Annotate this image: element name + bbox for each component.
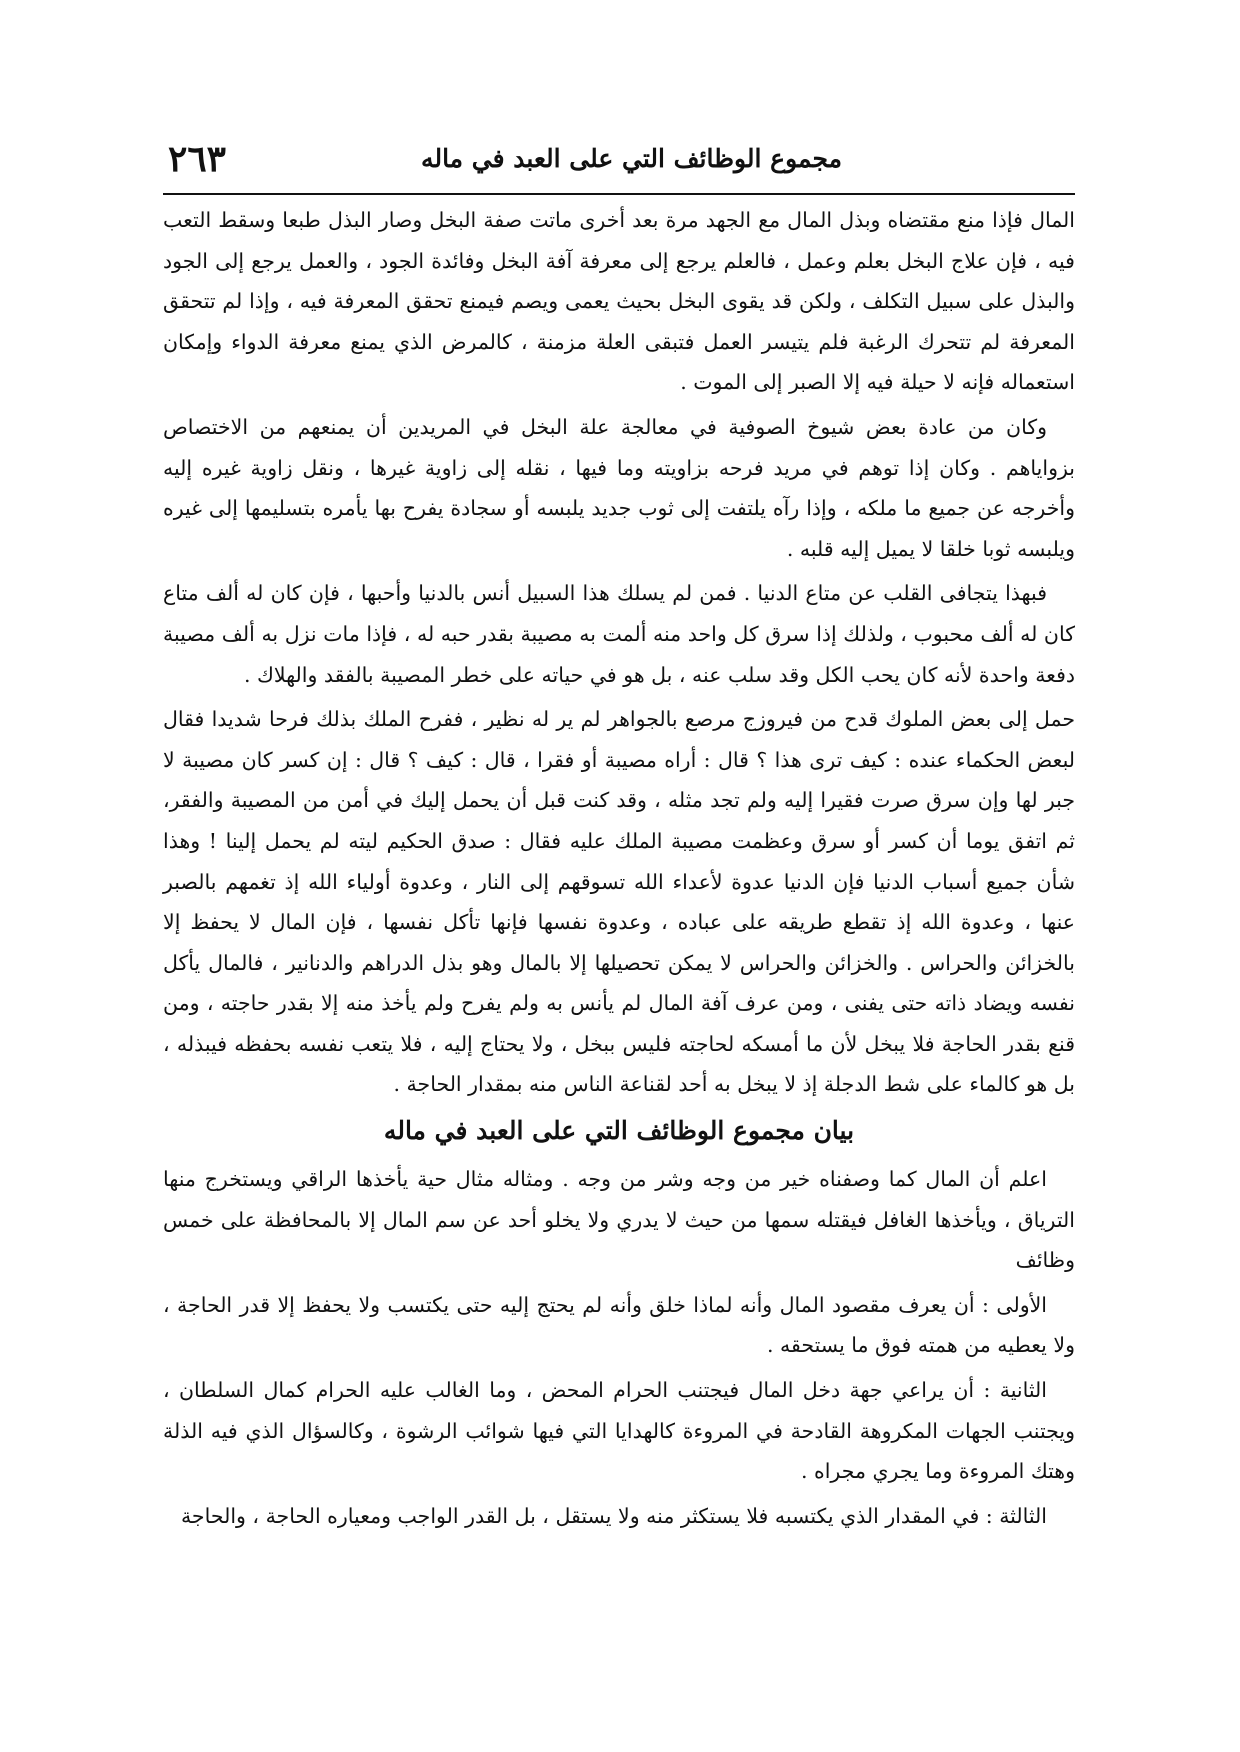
section-heading: بيان مجموع الوظائف التي على العبد في ماله	[383, 1116, 855, 1146]
section-paragraph-2: الأولى : أن يعرف مقصود المال وأنه لماذا خلق وأنه لم يحتج إليه حتى يكتسب ولا يحفظ إلا قدر الحاجة ، ولا يعطيه من همته فوق ما يستحقه .	[163, 1292, 1075, 1358]
body-text	[163, 200, 1075, 1540]
paragraph-2: وكان من عادة بعض شيوخ الصوفية في معالجة علة البخل في المريدين أن يمنعهم من الاختصاص بزواياهم . وكان إذا توهم في مريد فرحه بزاويته وما فيها ، نقله إلى زاوية غيرها ، ونقل زاوية غيره إليه وأخرجه عن جميع ما ملكه ، وإذا رآه يلتفت إلى ثوب جديد يلبسه أو سجادة يفرح بها يأمره بتسليمها إلى غيره ويلبسه ثوبا خلقا لا يميل إليه قلبه .	[163, 414, 1075, 561]
section-paragraph-3: الثانية : أن يراعي جهة دخل المال فيجتنب الحرام المحض ، وما الغالب عليه الحرام كمال السلطان ، ويجتنب الجهات المكروهة القادحة في المروءة كالهدايا التي فيها شوائب الرشوة ، وكالسؤال الذي فيه الذلة وهتك المروءة وما يجري مجراه .	[163, 1378, 1075, 1484]
running-header-title: مجموع الوظائف التي على العبد في ماله	[421, 144, 842, 173]
paragraph-1: المال فإذا منع مقتضاه وبذل المال مع الجهد مرة بعد أخرى ماتت صفة البخل وصار البذل طبعا وسقط التعب فيه ، فإن علاج البخل بعلم وعمل ، فالعلم يرجع إلى معرفة آفة البخل وفائدة الجود ، والعمل يرجع إلى الجود والبذل على سبيل التكلف ، ولكن قد يقوى البخل بحيث يعمى ويصم فيمنع تحقق المعرفة فيه ، وإذا لم تتحقق المعرفة لم تتحرك الرغبة فلم يتيسر العمل فتبقى العلة مزمنة ، كالمرض الذي يمنع معرفة الدواء وإمكان استعماله فإنه لا حيلة فيه إلا الصبر إلى الموت .	[163, 208, 1075, 395]
section-paragraph-1: اعلم أن المال كما وصفناه خير من وجه وشر من وجه . ومثاله مثال حية يأخذها الراقي ويستخرج منها الترياق ، ويأخذها الغافل فيقتله سمها من حيث لا يدري ولا يخلو أحد عن سم المال إلا بالمحافظة على خمس وظائف	[163, 1167, 1075, 1273]
page-number: ٢٦٣	[168, 138, 227, 180]
running-header	[168, 138, 1072, 188]
paragraph-3: فبهذا يتجافى القلب عن متاع الدنيا . فمن لم يسلك هذا السبيل أنس بالدنيا وأحبها ، فإن كان له ألف متاع كان له ألف محبوب ، ولذلك إذا سرق كل واحد منه ألمت به مصيبة بقدر حبه له ، فإذا مات نزل به ألف مصيبة دفعة واحدة لأنه كان يحب الكل وقد سلب عنه ، بل هو في حياته على خطر المصيبة بالفقد والهلاك .	[163, 581, 1075, 687]
paragraph-4: حمل إلى بعض الملوك قدح من فيروزج مرصع بالجواهر لم ير له نظير ، ففرح الملك بذلك فرحا شديدا فقال لبعض الحكماء عنده : كيف ترى هذا ؟ قال : أراه مصيبة أو فقرا ، قال : كيف ؟ قال : إن كسر كان مصيبة لا جبر لها وإن سرق صرت فقيرا إليه ولم تجد مثله ، وقد كنت قبل أن يحمل إليك في أمن من المصيبة والفقر، ثم اتفق يوما أن كسر أو سرق وعظمت مصيبة الملك عليه فقال : صدق الحكيم ليته لم يحمل إلينا ! وهذا شأن جميع أسباب الدنيا فإن الدنيا عدوة لأعداء الله تسوقهم إلى النار ، وعدوة أولياء الله إذ تغمهم بالصبر عنها ، وعدوة الله إذ تقطع طريقه على عباده ، وعدوة نفسها فإنها تأكل نفسها ، فإن المال لا يحفظ إلا بالخزائن والحراس . والخزائن والحراس لا يمكن تحصيلها إلا بالمال وهو بذل الدراهم والدنانير ، فالمال يأكل نفسه ويضاد ذاته حتى يفنى ، ومن عرف آفة المال لم يأنس به ولم يفرح ولم يأخذ منه إلا بقدر حاجته ، ومن قنع بقدر الحاجة فلا يبخل لأن ما أمسكه لحاجته فليس ببخل ، ولا يحتاج إليه ، فلا يتعب نفسه بحفظه فيبذله ، بل هو كالماء على شط الدجلة إذ لا يبخل به أحد لقناعة الناس منه بمقدار الحاجة .	[163, 707, 1075, 1097]
header-rule	[163, 193, 1075, 195]
section-paragraph-4: الثالثة : في المقدار الذي يكتسبه فلا يستكثر منه ولا يستقل ، بل القدر الواجب ومعياره الحاجة ، والحاجة	[180, 1503, 1047, 1528]
